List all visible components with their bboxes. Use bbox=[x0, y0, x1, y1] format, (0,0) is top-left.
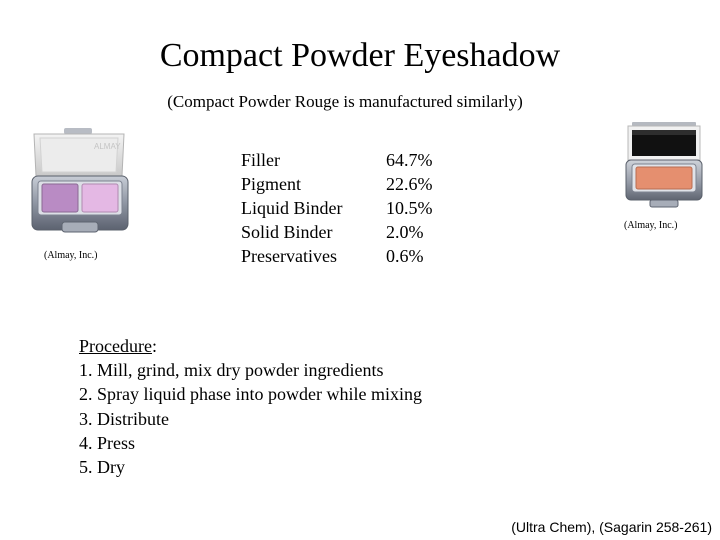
rouge-compact-image bbox=[610, 120, 710, 220]
page-title: Compact Powder Eyeshadow bbox=[159, 37, 561, 74]
formula-row bbox=[241, 220, 491, 244]
eyeshadow-compact-illustration bbox=[28, 118, 132, 248]
procedure-step: 5. Dry bbox=[79, 457, 125, 478]
formula-row bbox=[241, 244, 491, 268]
ingredient-name: Liquid Binder bbox=[241, 198, 343, 218]
procedure-section bbox=[79, 334, 422, 479]
ingredient-name: Pigment bbox=[241, 174, 302, 194]
procedure-step: 2. Spray liquid phase into powder while mixing bbox=[79, 384, 422, 405]
eyeshadow-pan-light bbox=[82, 184, 118, 212]
formula-row bbox=[241, 148, 491, 172]
ingredient-percent: 2.0% bbox=[386, 222, 424, 242]
eyeshadow-compact-image bbox=[28, 118, 132, 248]
ingredient-name: Solid Binder bbox=[241, 222, 333, 242]
ingredient-percent: 22.6% bbox=[386, 174, 433, 194]
formula-row bbox=[241, 196, 491, 220]
procedure-heading-colon: : bbox=[151, 336, 157, 356]
formula-row bbox=[241, 172, 491, 196]
procedure-heading-word: Procedure bbox=[79, 336, 152, 356]
ingredient-percent: 0.6% bbox=[386, 246, 424, 266]
left-image-credit: (Almay, Inc.) bbox=[44, 250, 98, 261]
ingredient-percent: 64.7% bbox=[386, 150, 433, 170]
rouge-pan bbox=[636, 167, 692, 189]
ingredient-percent: 10.5% bbox=[386, 198, 433, 218]
page-subtitle: (Compact Powder Rouge is manufactured similarly) bbox=[167, 92, 523, 111]
formula-table bbox=[241, 148, 491, 268]
ingredient-name: Filler bbox=[241, 150, 280, 170]
procedure-heading bbox=[79, 334, 422, 358]
ingredient-name: Preservatives bbox=[241, 246, 337, 266]
source-citation: (Ultra Chem), (Sagarin 258-261) bbox=[511, 519, 712, 535]
procedure-step: 4. Press bbox=[79, 432, 136, 453]
rouge-compact-illustration bbox=[610, 120, 710, 220]
procedure-step: 3. Distribute bbox=[79, 408, 169, 429]
eyeshadow-pan-dark bbox=[42, 184, 78, 212]
right-image-credit: (Almay, Inc.) bbox=[624, 220, 678, 231]
lid-brand-text: ALMAY bbox=[94, 142, 121, 151]
procedure-step: 1. Mill, grind, mix dry powder ingredients bbox=[79, 360, 384, 381]
